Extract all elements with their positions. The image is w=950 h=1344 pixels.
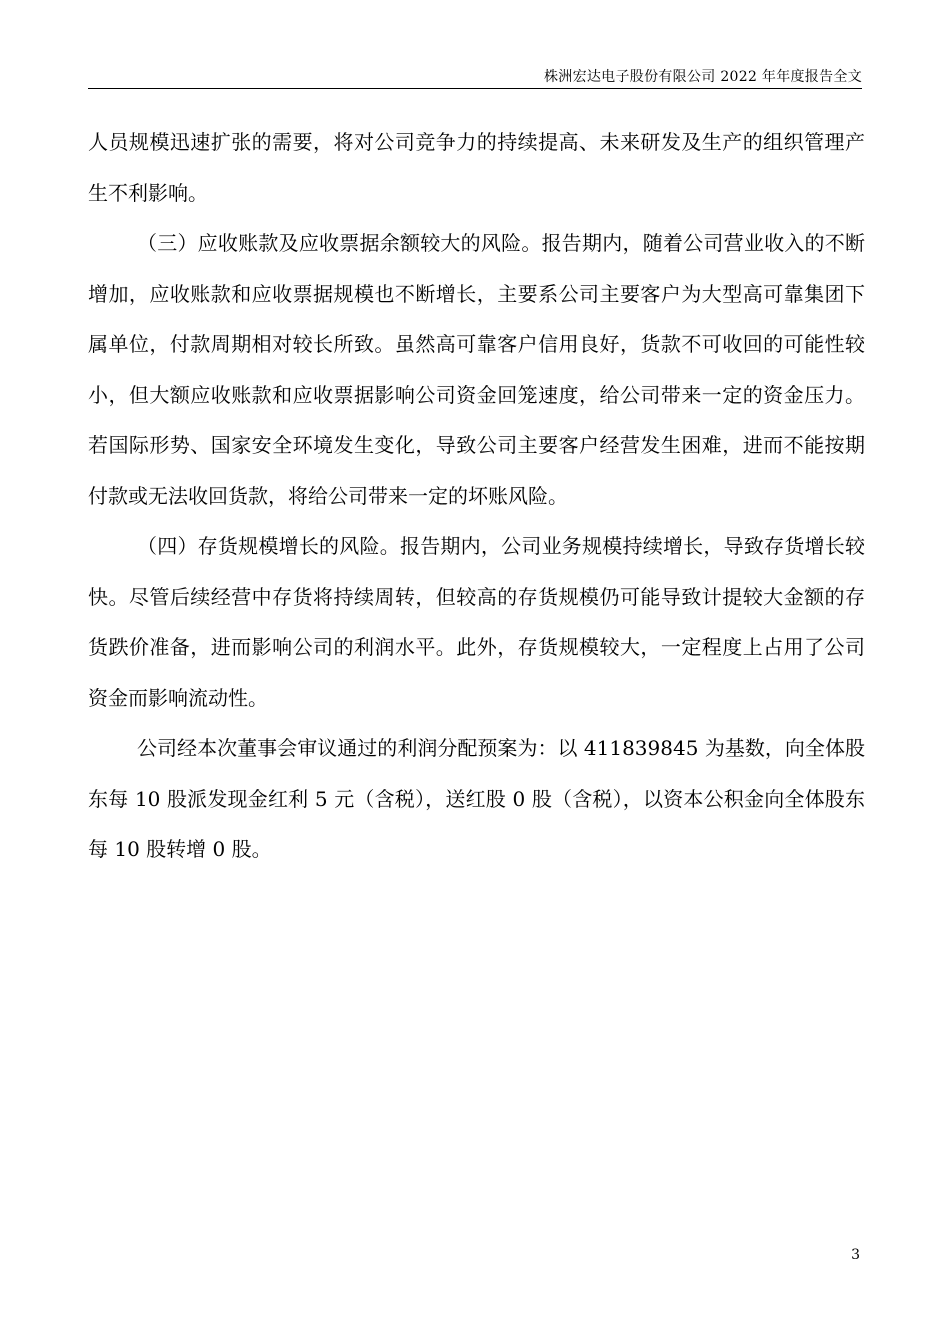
paragraph-profit-distribution: 公司经本次董事会审议通过的利润分配预案为：以 411839845 为基数，向全体股东每 10 股派发现金红利 5 元（含税），送红股 0 股（含税），以资本公积金向全体股东每 10 股转增 0 股。 — [88, 736, 865, 861]
paragraph-receivables-risk: （三）应收账款及应收票据余额较大的风险。报告期内，随着公司营业收入的不断增加，应收账款和应收票据规模也不断增长，主要系公司主要客户为大型高可靠集团下属单位，付款周期相对较长所致。虽然高可靠客户信用良好，货款不可收回的可能性较小，但大额应收账款和应收票据影响公司资金回笼速度，给公司带来一定的资金压力。若国际形势、国家安全环境发生变化，导致公司主要客户经营发生困难，进而不能按期付款或无法收回货款，将给公司带来一定的坏账风险。 — [88, 231, 865, 508]
paragraph-inventory-risk: （四）存货规模增长的风险。报告期内，公司业务规模持续增长，导致存货增长较快。尽管后续经营中存货将持续周转，但较高的存货规模仍可能导致计提较大金额的存货跌价准备，进而影响公司的利润水平。此外，存货规模较大，一定程度上占用了公司资金而影响流动性。 — [88, 534, 865, 710]
document-body — [88, 117, 865, 875]
paragraph-continuation: 人员规模迅速扩张的需要，将对公司竞争力的持续提高、未来研发及生产的组织管理产生不利影响。 — [88, 130, 865, 205]
header-title: 株洲宏达电子股份有限公司 2022 年年度报告全文 — [543, 69, 862, 85]
page-number: 3 — [851, 1247, 860, 1263]
page-header — [88, 60, 862, 89]
